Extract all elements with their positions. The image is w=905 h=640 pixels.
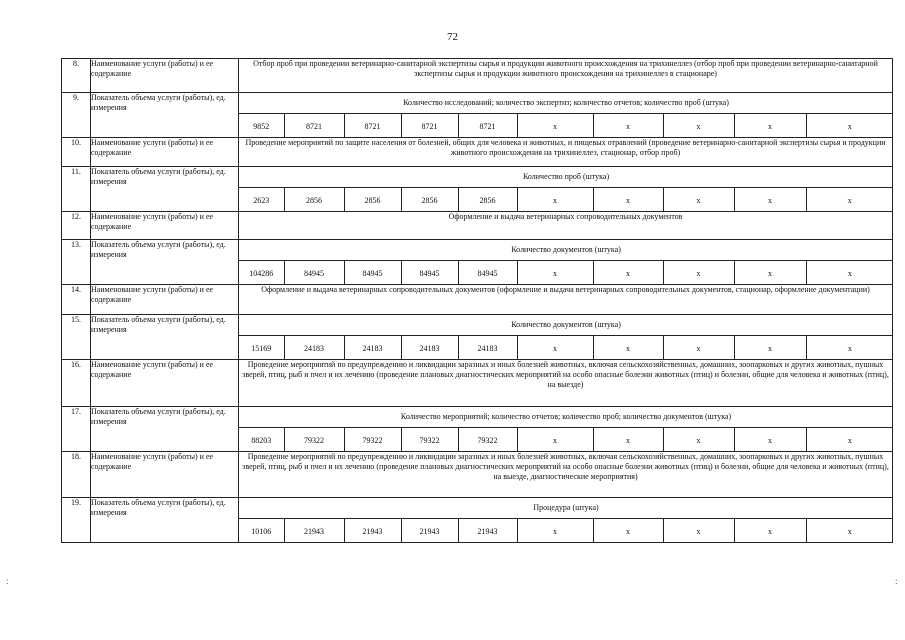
row-label: Показатель объема услуги (работы), ед. измерения [91,315,239,360]
row-label: Наименование услуги (работы) и ее содержание [91,59,239,93]
value-cell: 84945 [284,261,344,285]
unit-header: Количество документов (штука) [239,315,893,336]
value-cell: 8721 [284,114,344,138]
row-number: 17. [62,407,91,452]
value-cell: 2856 [344,188,401,212]
value-cell: x [663,336,734,360]
value-cell: x [806,519,893,543]
row-number: 18. [62,452,91,498]
row-label: Показатель объема услуги (работы), ед. измерения [91,498,239,543]
row-label: Наименование услуги (работы) и ее содержание [91,212,239,240]
table-row [62,240,893,285]
row-label: Показатель объема услуги (работы), ед. измерения [91,407,239,452]
value-cell: x [734,519,806,543]
volume-indicator-cell [239,315,893,360]
value-cell: x [663,519,734,543]
table-row [62,212,893,240]
row-label: Наименование услуги (работы) и ее содержание [91,138,239,167]
table-row [62,360,893,407]
row-number: 10. [62,138,91,167]
value-cell: 84945 [344,261,401,285]
scan-edge-mark-right: : [895,576,898,586]
value-cell: 8721 [458,114,517,138]
value-cell: 24183 [284,336,344,360]
value-cell: 79322 [458,428,517,452]
value-cell: x [517,336,593,360]
row-number: 12. [62,212,91,240]
row-number: 19. [62,498,91,543]
table-row [62,315,893,360]
unit-header: Количество документов (штука) [239,240,893,261]
value-cell: 104286 [249,269,274,278]
value-cell: x [806,428,893,452]
value-cell: 21943 [284,519,344,543]
volume-indicator-cell [239,498,893,543]
value-cell: x [734,428,806,452]
table-row [62,93,893,138]
row-number: 15. [62,315,91,360]
value-cell: x [517,261,593,285]
value-cell: 2856 [284,188,344,212]
table-row [62,167,893,212]
row-label: Показатель объема услуги (работы), ед. измерения [91,240,239,285]
value-cell: 10106 [251,527,272,536]
value-cell: 9852 [253,122,270,131]
volume-indicator-cell [239,240,893,285]
value-cell: x [734,336,806,360]
service-name-cell: Оформление и выдача ветеринарных сопроводительных документов (оформление и выдача ветеринарных сопроводительных документов, стационар, оформление документации) [239,285,893,315]
value-cell: 24183 [458,336,517,360]
volume-indicator-cell [239,93,893,138]
value-cell: 88203 [251,436,272,445]
value-cell: x [806,336,893,360]
value-cell: x [593,519,663,543]
unit-header: Количество проб (штука) [239,167,893,188]
row-label: Показатель объема услуги (работы), ед. измерения [91,167,239,212]
value-cell: 21943 [401,519,458,543]
value-cell: 21943 [344,519,401,543]
volume-indicator-cell [239,167,893,212]
row-label: Наименование услуги (работы) и ее содержание [91,285,239,315]
value-cell: 2856 [401,188,458,212]
value-cell: 79322 [401,428,458,452]
service-name-cell: Оформление и выдача ветеринарных сопроводительных документов [239,212,893,240]
service-name-cell: Проведение мероприятий по предупреждению и ликвидации заразных и иных болезней животных, включая сельскохозяйственных, домашних, зоопарковых и других животных, пушных зверей, птиц, рыб и пчел и их лечению (проведение плановых диагностических мероприятий на особо опасные болезни животных (птиц) и болезни, общие для человека и животных (птиц), на выезде, диагностические мероприятия) [239,452,893,498]
value-cell: 84945 [458,261,517,285]
value-cell: x [593,188,663,212]
service-name-cell: Проведение мероприятий по предупреждению и ликвидации заразных и иных болезней животных, включая сельскохозяйственных, домашних, зоопарковых и других животных, пушных зверей, птиц, рыб и пчел и их лечению (проведение плановых диагностических мероприятий на особо опасные болезни животных (птиц) и болезни, общие для человека и животных (птиц), на выезде) [239,360,893,407]
unit-header: Количество мероприятий; количество отчетов; количество проб; количество документов (штука) [239,407,893,428]
value-cell: 15169 [251,344,272,353]
row-number: 14. [62,285,91,315]
service-name-cell: Отбор проб при проведении ветеринарно-санитарной экспертизы сырья и продукции животного происхождения на трихинеллез (отбор проб при проведении ветеринарно-санитарной экспертизы сырья и продукции животного происхождения на трихинеллез в стационаре) [239,59,893,93]
value-cell: x [593,336,663,360]
services-table [61,58,893,543]
row-number: 8. [62,59,91,93]
value-cell: x [806,188,893,212]
value-cell: x [593,261,663,285]
table-row [62,498,893,543]
value-cell: x [806,114,893,138]
scan-edge-mark-left: : [6,576,9,586]
value-cell: 79322 [284,428,344,452]
table-row [62,138,893,167]
table-row [62,285,893,315]
value-cell: 24183 [344,336,401,360]
value-cell: 79322 [344,428,401,452]
row-label: Показатель объема услуги (работы), ед. измерения [91,93,239,138]
value-cell: x [806,261,893,285]
table-row [62,407,893,452]
row-label: Наименование услуги (работы) и ее содержание [91,452,239,498]
row-label: Наименование услуги (работы) и ее содержание [91,360,239,407]
value-cell: x [593,428,663,452]
unit-header: Количество исследований; количество экспертиз; количество отчетов; количество проб (штука) [239,93,893,114]
volume-indicator-cell [239,407,893,452]
row-number: 11. [62,167,91,212]
value-cell: x [517,428,593,452]
value-cell: 8721 [401,114,458,138]
value-cell: x [663,114,734,138]
page-number: 72 [447,31,458,43]
value-cell: x [517,519,593,543]
row-number: 9. [62,93,91,138]
service-name-cell: Проведение мероприятий по защите населения от болезней, общих для человека и животных, и пищевых отравлений (проведение ветеринарно-санитарной экспертизы сырья и продукции животного происхождения на трихинеллез, стационар, отбор проб) [239,138,893,167]
value-cell: 8721 [344,114,401,138]
table-row [62,59,893,93]
value-cell: x [663,428,734,452]
value-cell: 2623 [253,196,270,205]
table-row [62,452,893,498]
row-number: 13. [62,240,91,285]
value-cell: x [734,114,806,138]
value-cell: x [663,261,734,285]
value-cell: x [734,261,806,285]
value-cell: 2856 [458,188,517,212]
row-number: 16. [62,360,91,407]
value-cell: x [517,114,593,138]
value-cell: x [517,188,593,212]
value-cell: x [663,188,734,212]
value-cell: 24183 [401,336,458,360]
unit-header: Процедура (штука) [239,498,893,519]
value-cell: 21943 [458,519,517,543]
value-cell: x [593,114,663,138]
value-cell: x [734,188,806,212]
value-cell: 84945 [401,261,458,285]
